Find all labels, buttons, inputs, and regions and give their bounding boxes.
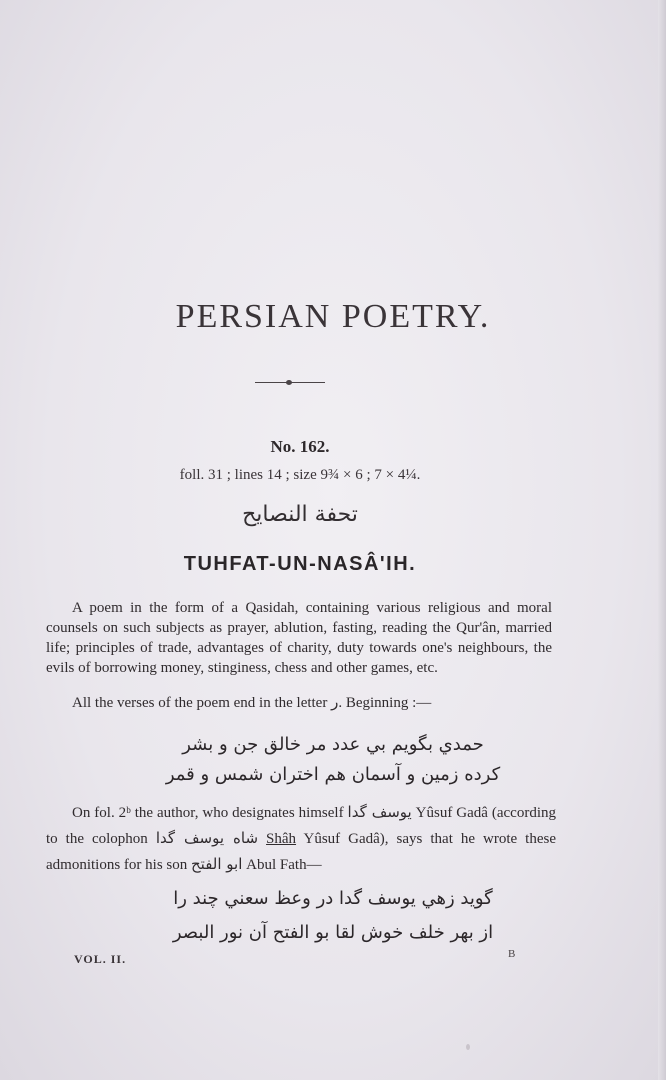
paragraph-text: Abul Fath— (246, 857, 322, 873)
page-title: PERSIAN POETRY. (175, 298, 491, 335)
arabic-name: ابو الفتح (191, 855, 243, 873)
arabic-letter: ر (331, 693, 339, 711)
paragraph-text: Yûsuf Gadâ), says that he wrote these admonitions for his son (46, 831, 556, 873)
underlined-word: Shâh (266, 831, 297, 847)
paragraph-text: Yûsuf Gadâ (according to the colophon (46, 805, 557, 847)
paragraph-text: On fol. 2ᵇ the author, who designates himself (72, 805, 344, 821)
work-title: TUHFAT-UN-NASÂ'IH. (183, 553, 417, 575)
author-paragraph (46, 800, 556, 878)
manuscript-number: No. 162. (270, 437, 330, 456)
verse-line: كرده زمين و آسمان هم اختران شمس و قمر (165, 764, 501, 785)
volume-label: VOL. II. (74, 952, 127, 966)
ornamental-rule-dot (286, 380, 292, 385)
arabic-name: شاه يوسف گدا (155, 829, 259, 847)
signature-mark: B (508, 948, 516, 960)
paragraph-text: All the verses of the poem end in the letter (72, 695, 328, 711)
verse-line: حمدي بگويم بي عدد مر خالق جن و بشر (182, 734, 484, 755)
verse-ending-paragraph (46, 692, 552, 713)
paper-blemish (466, 1044, 470, 1050)
paragraph-text: . Beginning :— (338, 695, 432, 711)
description-paragraph: A poem in the form of a Qasidah, containing various religious and moral counsels on such subjects as prayer, ablution, fasting, reading the Qur'ân, married life; principles of trade, advantages of charity, duty towards one's neighbours, the evils of borrowing money, stinginess, chess and other games, etc. (46, 600, 552, 676)
arabic-work-title: تحفة النصايح (242, 502, 358, 527)
page-edge-shadow (658, 0, 666, 1080)
arabic-name: يوسف گدا (347, 803, 412, 821)
verse-line: از بهر خلف خوش لقا بو الفتح آن نور البصر (172, 922, 494, 943)
verse-line: گويد زهي يوسف گدا در وعظ سعني چند را (173, 888, 493, 909)
manuscript-description: foll. 31 ; lines 14 ; size 9¾ × 6 ; 7 × 4¼. (179, 467, 421, 483)
